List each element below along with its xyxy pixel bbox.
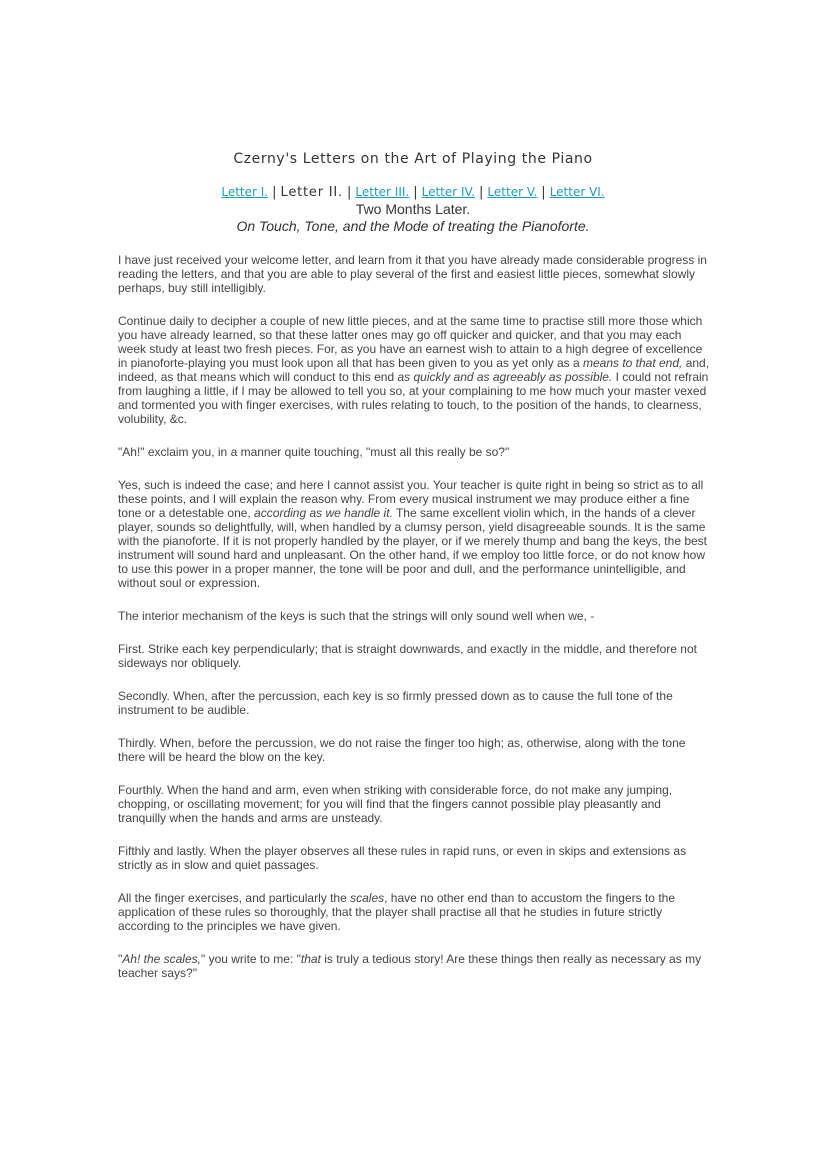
- paragraph-text: " you write to me: ": [200, 952, 301, 966]
- emphasis-text: according as we handle it.: [254, 506, 393, 520]
- emphasis-text: Ah! the scales,: [122, 952, 201, 966]
- paragraph-text: Continue daily to decipher a couple of new little pieces, and at the same time to practise still more those which you have already learned, so that these latter ones may go off quicker and quicker, and that you may each week study at least two fresh pieces. For, as you have an earnest wish to attain to a high degree of excellence in pianoforte-playing you must look upon all that has been given to you as yet only as a: [118, 314, 703, 370]
- paragraph-text: The same excellent violin which, in the hands of a clever player, sounds so delightfully, will, when handled by a clumsy person, yield disagreeable sounds. It is the same with the pianoforte. If it is not properly handled by the player, or if we merely thump and bang the keys, the best instrument will sound hard and unpleasant. On the other hand, if we employ too little force, or do not know how to use this power in a proper manner, the tone will be poor and dull, and the performance unintelligible, and without soul or expression.: [118, 506, 708, 590]
- paragraph: [118, 783, 712, 825]
- paragraph-text: Fourthly. When the hand and arm, even when striking with considerable force, do not make any jumping, chopping, or oscillating movement; for you will find that the fingers cannot possible play pleasantly and tranquilly when the hands and arms are unsteady.: [118, 783, 673, 825]
- letter-body: [118, 253, 712, 999]
- paragraph: [118, 736, 712, 764]
- emphasis-text: means to that end,: [582, 356, 683, 370]
- paragraph-text: , have no other end than to accustom the fingers to the application of these rules so thoroughly, that the player shall practise all that he studies in future strictly according to the principles we have given.: [118, 891, 675, 933]
- nav-separator: |: [541, 185, 546, 200]
- nav-letter-5-link[interactable]: Letter V.: [487, 185, 538, 199]
- paragraph-text: The interior mechanism of the keys is such that the strings will only sound well when we, -: [118, 609, 595, 623]
- paragraph: [118, 314, 712, 426]
- paragraph: [118, 445, 712, 459]
- emphasis-text: that: [300, 952, 321, 966]
- paragraph-text: "Ah!" exclaim you, in a manner quite touching, "must all this really be so?": [118, 445, 510, 459]
- letter-subheading: On Touch, Tone, and the Mode of treating the Pianoforte.: [236, 218, 590, 234]
- paragraph-text: All the finger exercises, and particularly the: [118, 891, 351, 905]
- paragraph-text: I could not refrain from laughing a little, if I may be allowed to tell you so, at your complaining to me how much your master vexed and tormented you with finger exercises, with rules relating to touch, to the position of the hands, to clearness, volubility, &c.: [118, 370, 709, 426]
- letter-navigation: [0, 184, 826, 201]
- paragraph-text: Yes, such is indeed the case; and here I cannot assist you. Your teacher is quite right in being so strict as to all these points, and I will explain the reason why. From every musical instrument we may produce either a fine tone or a detestable one,: [118, 478, 704, 520]
- nav-letter-4-link[interactable]: Letter IV.: [421, 185, 476, 199]
- paragraph: [118, 952, 712, 980]
- paragraph-text: I have just received your welcome letter, and learn from it that you have already made considerable progress in reading the letters, and that you are able to play several of the first and easiest little pieces, somewhat slowly perhaps, buy still intelligibly.: [118, 253, 707, 295]
- emphasis-text: as quickly and as agreeably as possible.: [397, 370, 613, 384]
- paragraph-text: First. Strike each key perpendicularly; that is straight downwards, and exactly in the middle, and therefore not sideways nor obliquely.: [118, 642, 697, 670]
- nav-letter-1-link[interactable]: Letter I.: [221, 185, 269, 199]
- paragraph-text: Secondly. When, after the percussion, each key is so firmly pressed down as to cause the full tone of the instrument to be audible.: [118, 689, 673, 717]
- paragraph-text: ": [118, 952, 123, 966]
- nav-separator: |: [479, 185, 484, 200]
- paragraph: [118, 253, 712, 295]
- nav-letter-2-current: Letter II.: [280, 185, 343, 200]
- nav-letter-3-link[interactable]: Letter III.: [355, 185, 410, 199]
- paragraph-text: is truly a tedious story! Are these things then really as necessary as my teacher says?": [118, 952, 702, 980]
- nav-separator: |: [413, 185, 418, 200]
- paragraph-text: and, indeed, as that means which will conduct to this end: [118, 356, 710, 384]
- paragraph: [118, 891, 712, 933]
- page-header: [0, 150, 826, 235]
- letter-subtitle: Two Months Later.: [355, 201, 471, 217]
- nav-separator: |: [346, 185, 352, 200]
- paragraph: [118, 642, 712, 670]
- paragraph: [118, 689, 712, 717]
- paragraph-text: Thirdly. When, before the percussion, we do not raise the finger too high; as, otherwise, along with the tone there will be heard the blow on the key.: [118, 736, 686, 764]
- nav-letter-6-link[interactable]: Letter VI.: [549, 185, 605, 199]
- nav-separator: |: [272, 185, 277, 200]
- page-title: Czerny's Letters on the Art of Playing the Piano: [233, 151, 593, 167]
- paragraph: [118, 844, 712, 872]
- emphasis-text: scales: [350, 891, 385, 905]
- paragraph-text: Fifthly and lastly. When the player observes all these rules in rapid runs, or even in skips and extensions as strictly as in slow and quiet passages.: [118, 844, 687, 872]
- paragraph: [118, 609, 712, 623]
- paragraph: [118, 478, 712, 590]
